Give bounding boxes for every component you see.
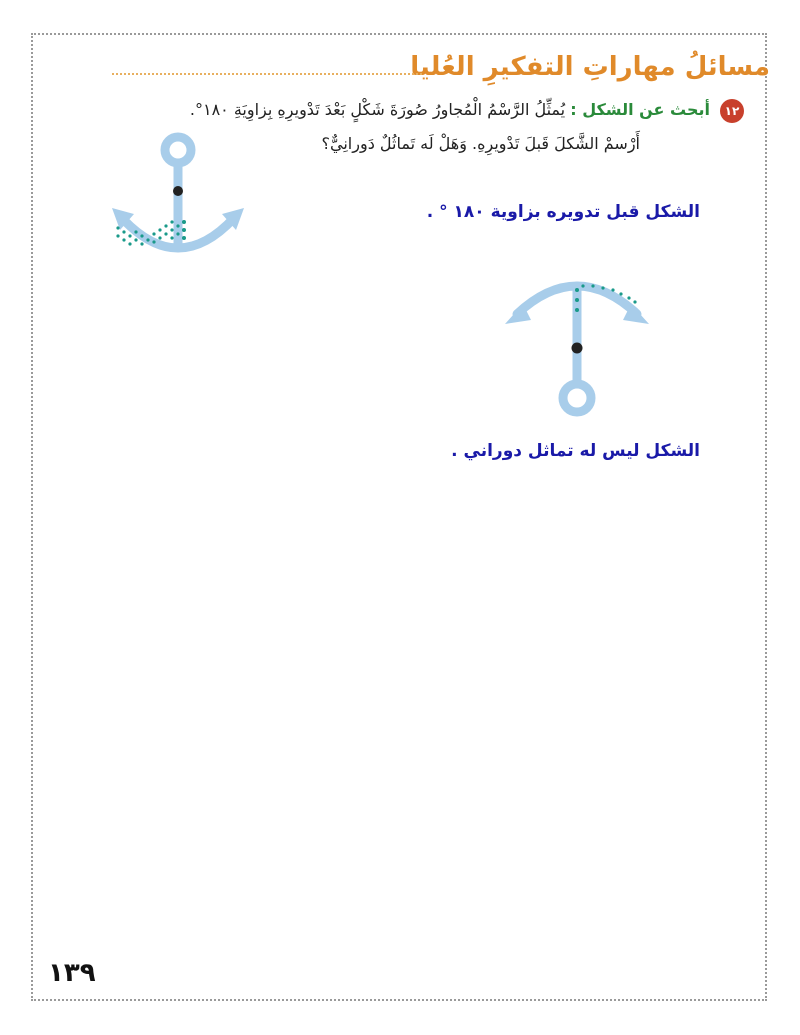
question-text-1: يُمثِّلُ الرَّسْمُ الْمُجاورُ صُورَةَ شَكْلٍ بَعْدَ تَدْويرِهِ بِزاوِيَةِ ١٨٠°. xyxy=(189,100,566,119)
page-number: ١٣٩ xyxy=(48,958,96,988)
question-lead: أبحث عن الشكل : xyxy=(570,100,710,119)
title-dotted-rule xyxy=(112,73,422,75)
anchor-center-dot xyxy=(173,186,183,196)
given-anchor-figure xyxy=(108,128,258,268)
rotated-anchor-figure xyxy=(503,272,653,422)
rotated-anchor-ring xyxy=(563,384,591,412)
answer-no-symmetry: الشكل ليس له تماثل دوراني . xyxy=(451,441,700,461)
question-line-1 xyxy=(190,100,710,119)
answer-before-rotation: الشكل قبل تدويره بزاوية ١٨٠ ° . xyxy=(426,202,700,222)
question-number-badge: ١٢ xyxy=(720,99,744,123)
section-title: مسائلُ مهاراتِ التفكيرِ العُليا xyxy=(410,52,770,82)
question-line-2: أَرْسمْ الشَّكلَ قَبلَ تَدْويرِهِ. وَهَلْ لَه تَماثُلٌ دَورانِيٌّ؟ xyxy=(321,134,640,153)
rotated-center-dot xyxy=(572,343,583,354)
